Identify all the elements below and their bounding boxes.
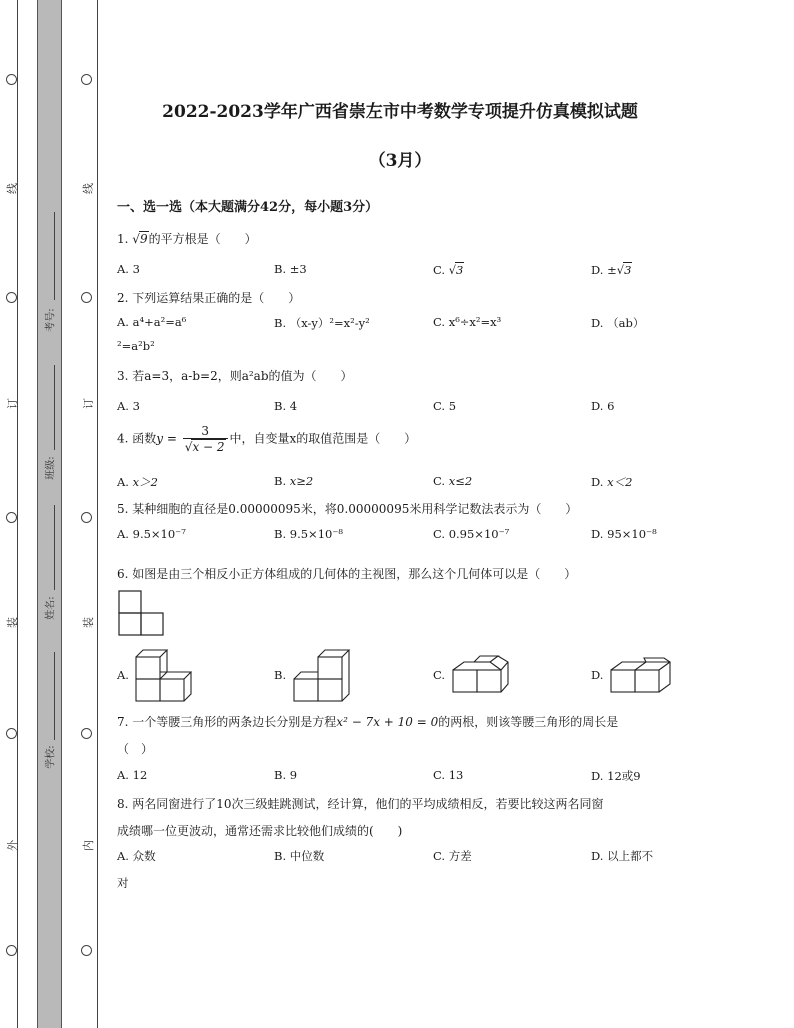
question-3: 3. 若a=3，a-b=2，则a²ab的值为（ ） xyxy=(117,369,353,383)
section-heading: 一、选一选（本大题满分42分，每小题3分） xyxy=(117,200,379,215)
margin-char-xian-inner: 线 xyxy=(82,183,95,194)
q6-option-a-figure[interactable] xyxy=(132,646,192,702)
q4-fraction: $\frac{3}{√x - 2}$ xyxy=(183,424,228,454)
q6-option-b-figure[interactable] xyxy=(290,646,352,702)
name-line[interactable] xyxy=(54,505,55,590)
punch-hole xyxy=(6,945,17,956)
q4-option-d[interactable]: D. x＜2 xyxy=(591,475,633,489)
page-title: 2022-2023学年广西省崇左市中考数学专项提升仿真模拟试题 xyxy=(162,102,638,122)
punch-hole xyxy=(81,728,92,739)
label-name: 姓名: xyxy=(45,596,57,620)
question-8: 8. 两名同窗进行了10次三级蛙跳测试，经计算，他们的平均成绩相反，若要比较这两名同窗 xyxy=(117,797,604,811)
q4-option-b[interactable]: B. x≥2 xyxy=(274,474,314,488)
q1-option-a[interactable]: A. 3 xyxy=(117,262,140,276)
q1-option-d[interactable]: D. ±√3 xyxy=(591,263,632,277)
margin-char-ding: 订 xyxy=(6,398,19,409)
q6-option-a-label[interactable]: A. xyxy=(117,668,129,682)
question-4: 4. 函数y = $\frac{3}{√x - 2}$ 中，自变量x的取值范围是（ ） xyxy=(117,424,417,454)
q5-option-a[interactable]: A. 9.5×10⁻⁷ xyxy=(117,527,186,541)
punch-hole xyxy=(81,292,92,303)
punch-hole xyxy=(81,945,92,956)
q2-option-a[interactable]: A. a⁴+a²=a⁶ xyxy=(117,315,187,329)
question-7: 7. 一个等腰三角形的两条边长分别是方程x² − 7x + 10 = 0的两根，则该等腰三角形的周长是 xyxy=(117,715,619,729)
margin-char-ding-inner: 订 xyxy=(82,398,95,409)
q7-option-c[interactable]: C. 13 xyxy=(433,768,464,782)
q6-option-d-label[interactable]: D. xyxy=(591,668,604,682)
q2-option-b[interactable]: B. （x-y）²=x²-y² xyxy=(274,316,370,330)
question-6: 6. 如图是由三个相反小正方体组成的几何体的主视图，那么这个几何体可以是（ ） xyxy=(117,567,577,581)
q1-option-b[interactable]: B. ±3 xyxy=(274,262,307,276)
exam-number-line[interactable] xyxy=(54,212,55,300)
margin-line-outer xyxy=(17,0,18,1028)
margin-char-zhuang-inner: 装 xyxy=(82,617,95,628)
q4-option-c[interactable]: C. x≤2 xyxy=(433,474,473,488)
label-school: 学校: xyxy=(45,745,57,769)
q2-option-c[interactable]: C. x⁶÷x²=x³ xyxy=(433,315,502,329)
q8-option-c[interactable]: C. 方差 xyxy=(433,849,472,863)
punch-hole xyxy=(81,512,92,523)
q3-option-b[interactable]: B. 4 xyxy=(274,399,298,413)
page-subtitle: （3月） xyxy=(368,151,432,171)
punch-hole xyxy=(6,512,17,523)
q7-option-a[interactable]: A. 12 xyxy=(117,768,148,782)
q5-option-c[interactable]: C. 0.95×10⁻⁷ xyxy=(433,527,510,541)
q8-option-b[interactable]: B. 中位数 xyxy=(274,849,325,863)
q6-option-c-figure[interactable] xyxy=(450,652,510,696)
q3-option-a[interactable]: A. 3 xyxy=(117,399,140,413)
q8-option-d[interactable]: D. 以上都不 xyxy=(591,849,654,863)
punch-hole xyxy=(6,74,17,85)
q7-option-b[interactable]: B. 9 xyxy=(274,768,298,782)
q8-option-a[interactable]: A. 众数 xyxy=(117,849,156,863)
punch-hole xyxy=(6,292,17,303)
q5-option-b[interactable]: B. 9.5×10⁻⁸ xyxy=(274,527,344,541)
question-7-continuation: （ ） xyxy=(117,742,154,756)
class-line[interactable] xyxy=(54,365,55,450)
q1-option-c[interactable]: C. √3 xyxy=(433,263,464,277)
q6-front-view-figure xyxy=(118,590,166,638)
q2-option-d-continuation: ²=a²b² xyxy=(117,339,155,353)
question-5: 5. 某种细胞的直径是0.00000095米，将0.00000095米用科学记数法表示为（ ） xyxy=(117,502,578,516)
q6-option-c-label[interactable]: C. xyxy=(433,668,446,682)
margin-char-wai: 外 xyxy=(6,840,19,851)
q8-option-d-continuation: 对 xyxy=(117,876,129,890)
q3-option-c[interactable]: C. 5 xyxy=(433,399,457,413)
q4-option-a[interactable]: A. x＞2 xyxy=(117,475,158,489)
q3-option-d[interactable]: D. 6 xyxy=(591,399,615,413)
label-class: 班级: xyxy=(45,456,57,480)
binding-strip xyxy=(37,0,62,1028)
q2-option-d[interactable]: D. （ab） xyxy=(591,316,645,330)
question-8-continuation: 成绩哪一位更波动，通常还需求比较他们成绩的( ) xyxy=(117,824,403,838)
q6-option-b-label[interactable]: B. xyxy=(274,668,287,682)
margin-line-inner xyxy=(97,0,98,1028)
q6-option-d-figure[interactable] xyxy=(608,656,672,696)
school-line[interactable] xyxy=(54,652,55,740)
margin-char-nei: 内 xyxy=(82,840,95,851)
q5-option-d[interactable]: D. 95×10⁻⁸ xyxy=(591,527,657,541)
margin-char-zhuang: 装 xyxy=(6,617,19,628)
margin-char-xian: 线 xyxy=(6,183,19,194)
question-1: 1. √9的平方根是（ ） xyxy=(117,232,257,246)
punch-hole xyxy=(81,74,92,85)
punch-hole xyxy=(6,728,17,739)
question-2: 2. 下列运算结果正确的是（ ） xyxy=(117,291,301,305)
label-exam-number: 考号: xyxy=(45,308,57,332)
q7-option-d[interactable]: D. 12或9 xyxy=(591,769,641,783)
